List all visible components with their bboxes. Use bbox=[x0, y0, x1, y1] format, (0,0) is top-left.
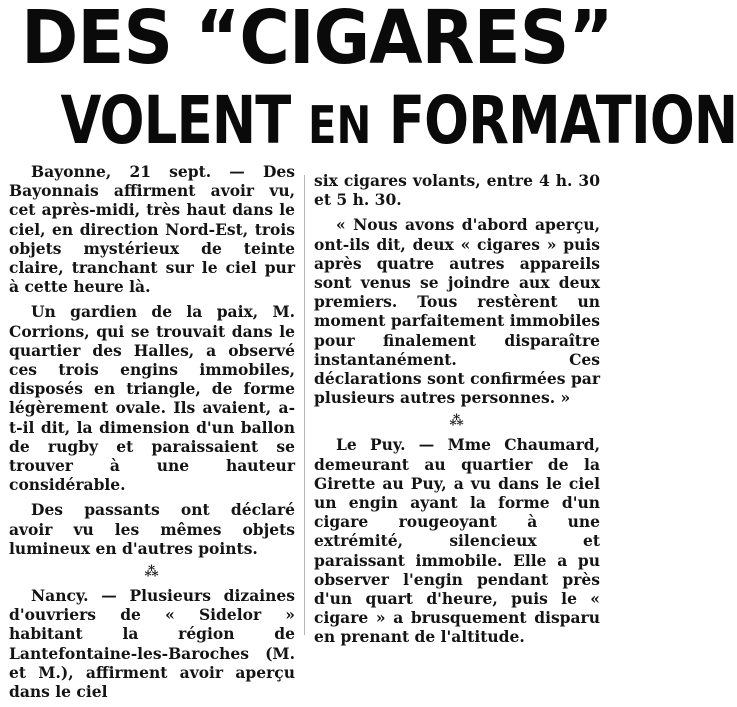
article-column-right bbox=[314, 171, 600, 653]
column-divider bbox=[304, 175, 305, 635]
paragraph-quote: « Nous avons d'abord aperçu, ont-ils dit, deux « cigares » puis après quatre autres appareils sont venus se joindre aux deux premiers. Tous restèrent un moment parfaitement immobiles pour finalement disparaître instantanément. Ces déclarations sont confirmées par plusieurs autres personnes. » bbox=[314, 215, 600, 408]
section-separator-stars: ⁂ bbox=[144, 564, 160, 581]
headline-line-2 bbox=[60, 82, 737, 165]
section-separator-stars: ⁂ bbox=[449, 413, 465, 430]
paragraph-bayonne: Bayonne, 21 sept. — Des Bayonnais affirment avoir vu, cet après-midi, très haut dans le ciel, en direction Nord-Est, trois objets mystérieux de teinte claire, tranchant sur le ciel pur à cette heure là. bbox=[9, 162, 295, 297]
paragraph-nancy-continuation: six cigares volants, entre 4 h. 30 et 5 h. 30. bbox=[314, 171, 600, 210]
headline-line-1: DES “CIGARES” bbox=[21, 0, 613, 81]
headline-word-en: EN bbox=[308, 96, 372, 156]
headline-word-volent: VOLENT bbox=[60, 82, 291, 159]
paragraph-passants: Des passants ont déclaré avoir vu les mêmes objets lumineux en d'autres points. bbox=[9, 500, 295, 558]
article-column-left bbox=[9, 162, 295, 707]
paragraph-gardien: Un gardien de la paix, M. Corrions, qui se trouvait dans le quartier des Halles, a observé ces trois engins immobiles, disposés en triangle, de forme légèrement ovale. Ils avaient, a-t-il dit, la dimension d'un ballon de rugby et paraissaient se trouver à une hauteur considérable. bbox=[9, 302, 295, 495]
paragraph-le-puy: Le Puy. — Mme Chaumard, demeurant au quartier de la Girette au Puy, a vu dans le ciel un engin ayant la forme d'un cigare rougeoyant à une extrémité, silencieux et paraissant immobile. Elle a pu observer l'engin pendant près d'un quart d'heure, puis le « cigare » a brusquement disparu en prenant de l'altitude. bbox=[314, 435, 600, 647]
paragraph-nancy: Nancy. — Plusieurs dizaines d'ouvriers de « Sidelor » habitant la région de Lantefontaine-les-Baroches (M. et M.), affirment avoir aperçu dans le ciel bbox=[9, 586, 295, 702]
headline-word-formation: FORMATION bbox=[388, 82, 737, 159]
